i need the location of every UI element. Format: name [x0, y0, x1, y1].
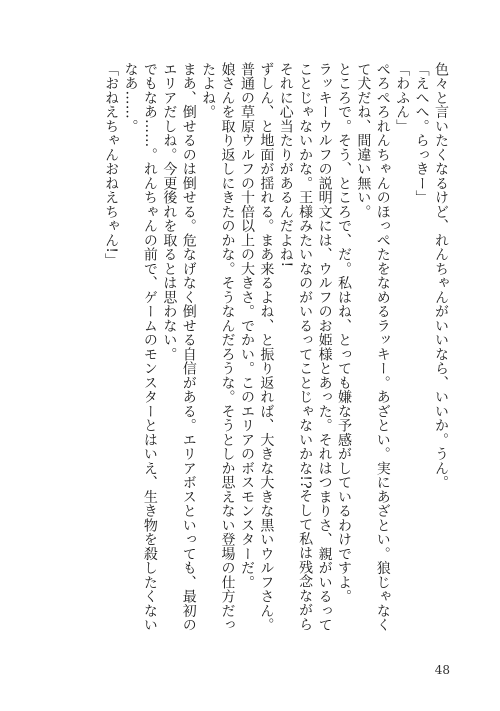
- text-line: でもなあ……。れんちゃんの前で、ゲームのモンスターとはいえ、生き物を殺したくないなあ……。: [122, 62, 158, 632]
- text-line: ぺろぺろれんちゃんのほっぺたをなめるラッキー。あざとい。実にあざとい。狼じゃなくて犬だね、間違い無い。: [355, 62, 391, 632]
- text-line: ずしん、と地面が揺れる。まあ来るよね、と振り返れば、大きな大きな黒いウルフさん。普通の草原ウルフの十倍以上の大きさ。でかい。このエリアのボスモンスターだ。: [238, 62, 275, 632]
- text-line: ところで。そう、ところで、だ。私はね、とっても嫌な予感がしているわけですよ。: [335, 62, 352, 604]
- text-line: 「えへへ。らっきー」: [413, 62, 430, 205]
- vertical-text-block: [50, 62, 450, 640]
- text-line: まあ、倒せるのは倒せる。危なげなく倒せる自信がある。エリアボスといっても、最初のエリアだしね。今更後れを取るとは思わない。: [161, 62, 197, 632]
- text-line: ラッキーウルフの説明文には、ウルフのお姫様とあった。それはつまりさ、親がいるってことじゃないかな。王様みたいなのがいるってことじゃないかな!?そして私は残念ながらそれに心当たりがあるんだよね!: [277, 62, 333, 632]
- text-line: 色々と言いたくなるけど、れんちゃんがいいなら、いいか。うん。: [433, 62, 449, 490]
- text-line: 「おねえちゃんおねえちゃん!」: [103, 62, 120, 268]
- text-line: 「わふん」: [394, 62, 411, 134]
- page-number: 48: [434, 663, 450, 677]
- text-line: 娘さんを取り返しにきたのかな。そうなんだろうな。そうとしか思えない登場の仕方だったよね。: [200, 62, 236, 632]
